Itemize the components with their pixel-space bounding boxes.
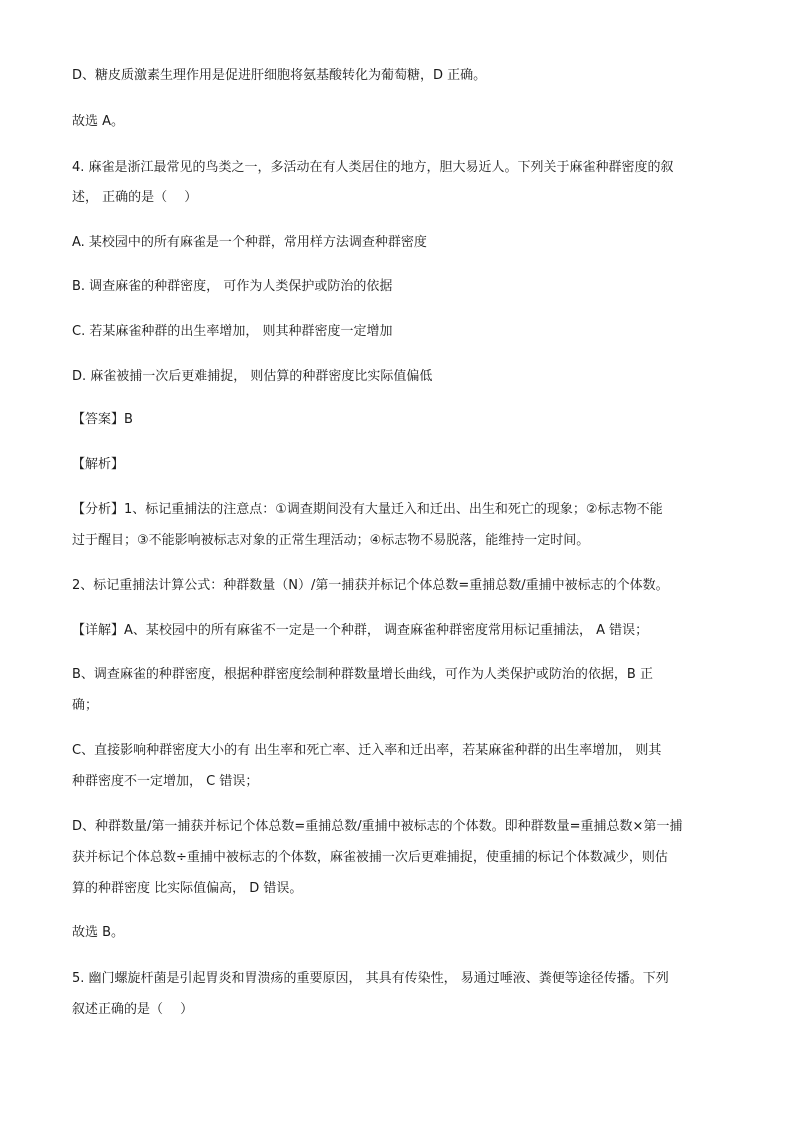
- question-4-stem-cont: 述， 正确的是（ ）: [72, 190, 198, 205]
- detail-text: 【详解】A、某校园中的所有麻雀不一定是一个种群， 调查麻雀种群密度常用标记重捕法， A 错误；: [72, 623, 649, 638]
- answer-label: 【答案】B: [72, 412, 133, 427]
- conclusion-text: 故选 B。: [72, 925, 125, 940]
- detail-text: D、种群数量/第一捕获并标记个体总数=重捕总数/重捕中被标志的个体数。即种群数量=重捕总数×第一捕: [72, 819, 683, 834]
- question-4-stem: 4. 麻雀是浙江最常见的鸟类之一，多活动在有人类居住的地方，胆大易近人。下列关于麻雀种群密度的叙: [72, 160, 674, 175]
- analysis-text: 【分析】1、标记重捕法的注意点：①调查期间没有大量迁入和迁出、出生和死亡的现象；②标志物不能: [72, 502, 663, 517]
- text-line: 故选 A。: [72, 114, 125, 129]
- analysis-text: 2、标记重捕法计算公式：种群数量（N）/第一捕获并标记个体总数=重捕总数/重捕中被标志的个体数。: [72, 578, 669, 593]
- analysis-text: 过于醒目；③不能影响被标志对象的正常生理活动；④标志物不易脱落，能维持一定时间。: [72, 533, 590, 548]
- option-a: A. 某校园中的所有麻雀是一个种群，常用样方法调查种群密度: [72, 235, 427, 250]
- detail-text: 种群密度不一定增加， C 错误；: [72, 774, 259, 789]
- question-5-stem-cont: 叙述正确的是（ ）: [72, 1002, 194, 1017]
- detail-text: 获并标记个体总数÷重捕中被标志的个体数，麻雀被捕一次后更难捕捉，使重捕的标记个体数减少，则估: [72, 850, 668, 865]
- detail-text: 算的种群密度 比实际值偏高， D 错误。: [72, 881, 303, 896]
- option-c: C. 若某麻雀种群的出生率增加， 则其种群密度一定增加: [72, 324, 393, 339]
- option-b: B. 调查麻雀的种群密度， 可作为人类保护或防治的依据: [72, 279, 393, 294]
- detail-text: 确；: [72, 698, 99, 713]
- detail-text: B、调查麻雀的种群密度，根据种群密度绘制种群数量增长曲线，可作为人类保护或防治的依据，B 正: [72, 667, 653, 682]
- option-d: D. 麻雀被捕一次后更难捕捉， 则估算的种群密度比实际值偏低: [72, 369, 433, 384]
- detail-text: C、直接影响种群密度大小的有 出生率和死亡率、迁入率和迁出率，若某麻雀种群的出生率增加， 则其: [72, 743, 662, 758]
- question-5-stem: 5. 幽门螺旋杆菌是引起胃炎和胃溃疡的重要原因， 其具有传染性， 易通过唾液、粪便等途径传播。下列: [72, 971, 669, 986]
- text-line: D、糖皮质激素生理作用是促进肝细胞将氨基酸转化为葡萄糖，D 正确。: [72, 68, 487, 83]
- analysis-heading: 【解析】: [72, 457, 125, 472]
